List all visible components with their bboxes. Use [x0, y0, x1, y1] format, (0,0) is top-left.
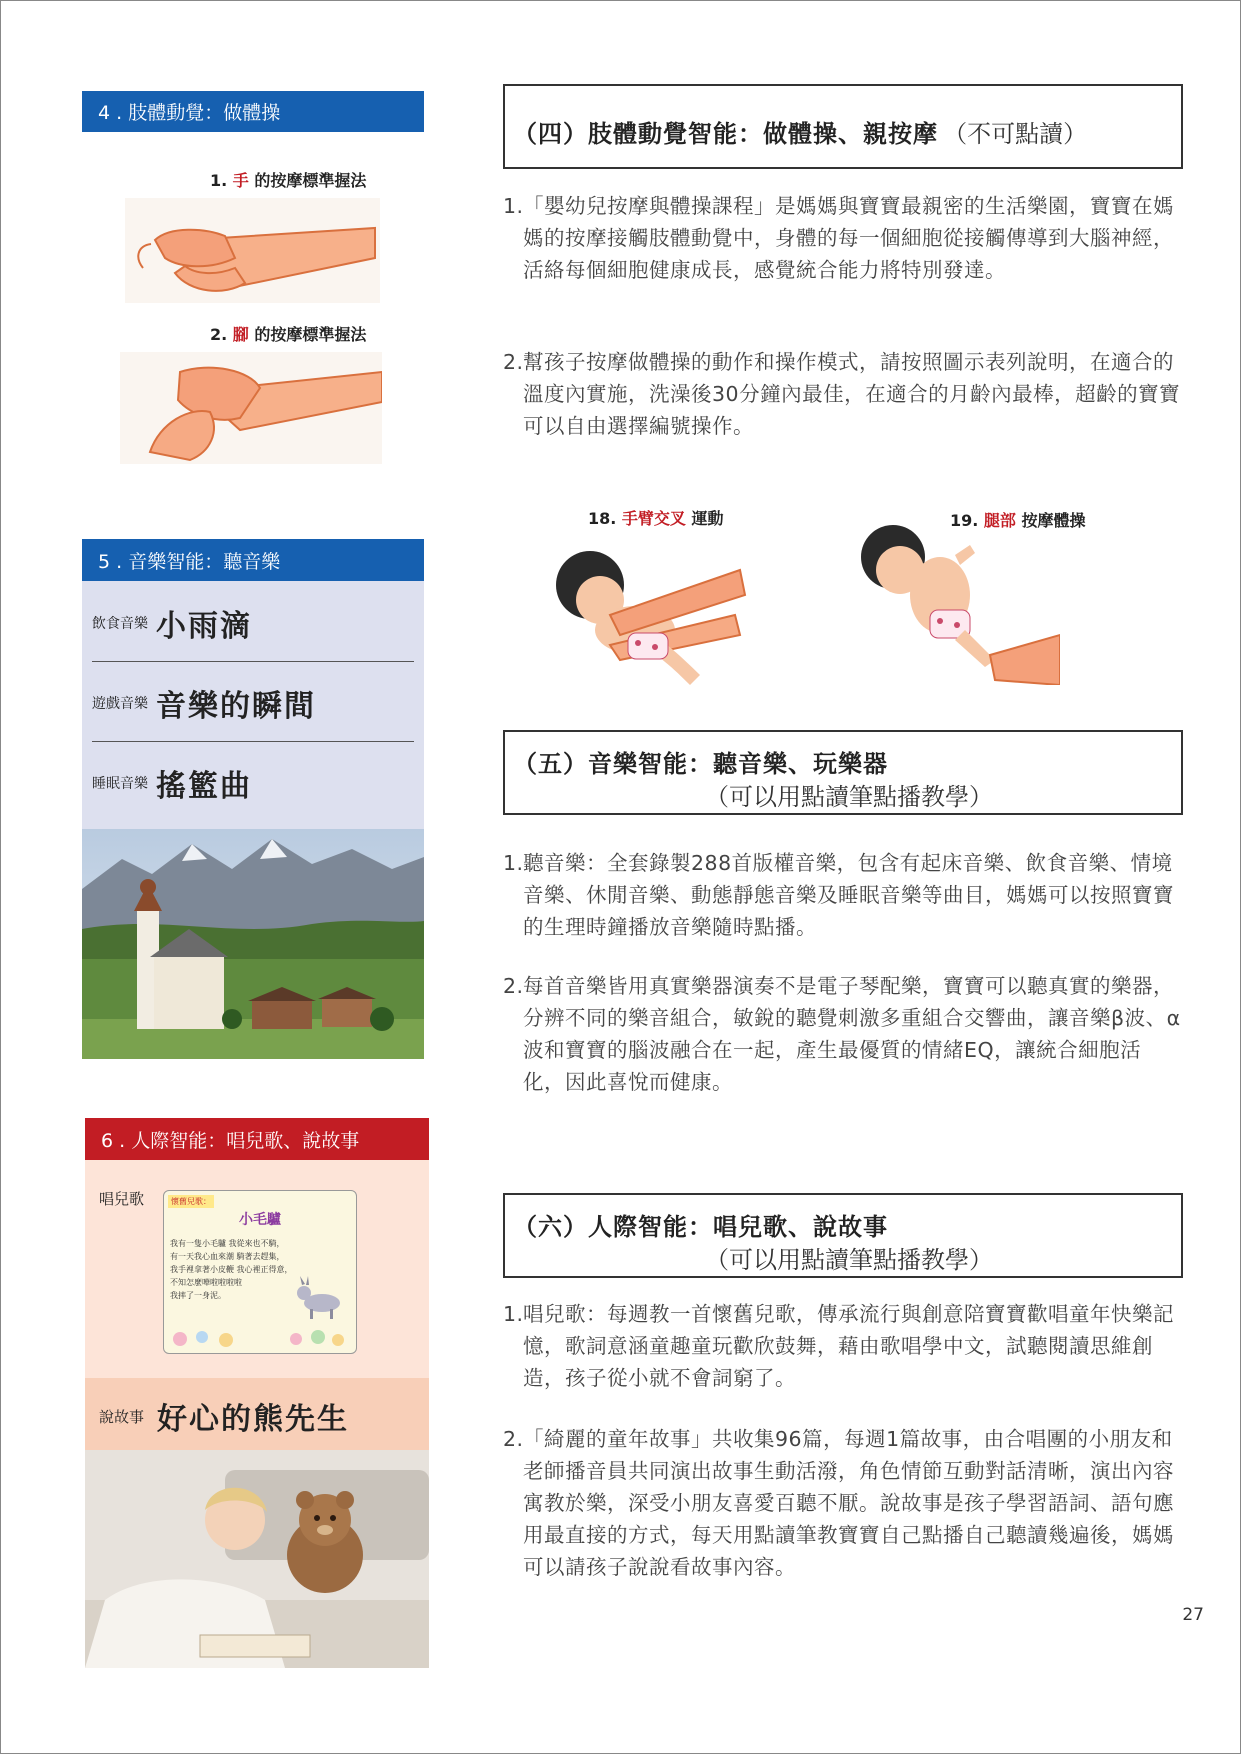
section-4-note: （不可點讀） — [943, 120, 1088, 148]
section-6-heading: （六）人際智能：唱兒歌、說故事 — [513, 1213, 888, 1241]
story-title: 好心的熊先生 — [157, 1402, 349, 1437]
section-6-tag-label: 6 . 人際智能：唱兒歌、說故事 — [101, 1129, 360, 1152]
section-5-paragraph-2 — [503, 970, 1183, 1098]
music-row — [92, 743, 414, 823]
girl-with-teddy-bear-photo — [85, 1450, 429, 1668]
paragraph-text: 每首音樂皆用真實樂器演奏不是電子琴配樂，寶寶可以聽真實的樂器，分辨不同的樂音組合，敏銳的聽覺刺激多重組合交響曲，讓音樂β波、α波和寶寶的腦波融合在一起，產生最優質的情緒EQ，讓統合細胞活化，因此喜悅而健康。 — [523, 974, 1181, 1094]
card-line: 不知怎麼嘩啦啦啦啦 — [170, 1278, 242, 1287]
social-panel — [85, 1160, 429, 1450]
music-category: 睡眠音樂 — [92, 776, 148, 792]
caption-highlight: 手 — [232, 171, 249, 190]
section-5-paragraph-1 — [503, 847, 1183, 943]
section-6-paragraph-1 — [503, 1298, 1183, 1394]
music-row — [92, 583, 414, 663]
church-landscape-photo — [82, 829, 424, 1059]
music-title: 音樂的瞬間 — [156, 689, 316, 724]
section-4-heading-box — [503, 84, 1183, 169]
caption-text: 的按摩標準握法 — [254, 171, 367, 190]
music-row — [92, 663, 414, 743]
divider — [92, 741, 414, 742]
caption-highlight: 腳 — [232, 325, 249, 344]
foot-massage-caption — [210, 322, 366, 345]
paragraph-text: 聽音樂：全套錄製288首版權音樂，包含有起床音樂、飲食音樂、情境音樂、休閒音樂、動態靜態音樂及睡眠音樂等曲目，媽媽可以按照寶寶的生理時鐘播放音樂隨時點播。 — [523, 851, 1174, 939]
music-list-panel — [82, 581, 424, 829]
paragraph-text: 唱兒歌：每週教一首懷舊兒歌，傳承流行與創意陪寶寶歡唱童年快樂記憶，歌詞意涵童趣童玩歡欣鼓舞，藉由歌唱學中文，試聽閱讀思維創造，孩子從小就不會詞窮了。 — [523, 1302, 1174, 1390]
paragraph-number: 1. — [503, 1302, 524, 1326]
paragraph-number: 2. — [503, 974, 524, 998]
caption-text: 按摩體操 — [1021, 511, 1086, 530]
section-6-paragraph-2 — [503, 1423, 1183, 1583]
section-5-tag — [82, 539, 424, 581]
card-line: 我手裡拿著小皮鞭 我心裡正得意， — [170, 1265, 293, 1274]
card-tag: 懷舊兒歌： — [168, 1195, 214, 1208]
music-title: 搖籃曲 — [156, 769, 252, 804]
nursery-rhyme-card — [163, 1190, 357, 1354]
caption-highlight: 腿部 — [983, 511, 1016, 530]
divider — [92, 661, 414, 662]
flower-decoration — [166, 1325, 352, 1349]
section-5-heading-box — [503, 730, 1183, 815]
section-4-heading: （四）肢體動覺智能：做體操、親按摩 — [513, 120, 938, 148]
paragraph-number: 1. — [503, 851, 524, 875]
section-6-tag — [85, 1118, 429, 1160]
paragraph-number: 2. — [503, 1427, 524, 1451]
caption-number: 19. — [950, 511, 979, 530]
section-6-heading-box — [503, 1193, 1183, 1278]
section-5-note: （可以用點讀筆點播教學） — [705, 783, 993, 811]
section-5-tag-label: 5 . 音樂智能：聽音樂 — [98, 550, 281, 573]
story-label: 說故事 — [99, 1408, 145, 1426]
music-category: 遊戲音樂 — [92, 696, 148, 712]
music-title: 小雨滴 — [156, 609, 252, 644]
section-4-paragraph-2 — [503, 346, 1183, 442]
card-title: 小毛驢 — [239, 1212, 281, 1228]
section-5-heading: （五）音樂智能：聽音樂、玩樂器 — [513, 750, 888, 778]
song-label: 唱兒歌 — [99, 1190, 145, 1208]
story-banner — [85, 1378, 429, 1450]
foot-massage-illustration — [120, 352, 382, 464]
paragraph-text: 「綺麗的童年故事」共收集96篇，每週1篇故事，由合唱團的小朋友和老師播音員共同演出故事生動活潑，角色情節互動對話清晰，演出內容寓教於樂，深受小朋友喜愛百聽不厭。說故事是孩子學習語詞、語句應用最直接的方式，每天用點讀筆教寶寶自己點播自己聽讀幾遍後，媽媽可以請孩子說說看故事內容。 — [523, 1427, 1174, 1579]
caption-text: 運動 — [691, 509, 724, 528]
page-number: 27 — [1182, 1605, 1204, 1625]
caption-text: 的按摩標準握法 — [254, 325, 367, 344]
paragraph-text: 「嬰幼兒按摩與體操課程」是媽媽與寶寶最親密的生活樂園，寶寶在媽媽的按摩接觸肢體動覺中，身體的每一個細胞從接觸傳導到大腦神經，活絡每個細胞健康成長，感覺統合能力將特別發達。 — [523, 194, 1174, 282]
hand-massage-caption — [210, 168, 366, 191]
arm-cross-caption — [588, 506, 724, 529]
hand-massage-illustration — [125, 198, 380, 303]
music-category: 飲食音樂 — [92, 616, 148, 632]
paragraph-number: 2. — [503, 350, 524, 374]
card-line: 我有一隻小毛驢 我從來也不騎， — [170, 1239, 285, 1248]
caption-number: 1. — [210, 171, 228, 190]
section-4-tag — [82, 91, 424, 132]
card-line: 我摔了一身泥。 — [170, 1291, 226, 1300]
caption-number: 2. — [210, 325, 228, 344]
section-4-paragraph-1 — [503, 190, 1183, 286]
section-6-note: （可以用點讀筆點播教學） — [705, 1246, 993, 1274]
caption-number: 18. — [588, 509, 617, 528]
leg-massage-exercise-illustration — [845, 515, 1060, 685]
paragraph-text: 幫孩子按摩做體操的動作和操作模式，請按照圖示表列說明，在適合的溫度內實施，洗澡後30分鐘內最佳，在適合的月齡內最棒，超齡的寶寶可以自由選擇編號操作。 — [523, 350, 1181, 438]
paragraph-number: 1. — [503, 194, 524, 218]
donkey-illustration — [294, 1273, 349, 1323]
caption-highlight: 手臂交叉 — [621, 509, 686, 528]
card-line: 有一天我心血來潮 騎著去趕集， — [170, 1252, 285, 1261]
section-4-tag-label: 4 . 肢體動覺：做體操 — [98, 102, 281, 124]
arm-cross-exercise-illustration — [540, 535, 750, 695]
